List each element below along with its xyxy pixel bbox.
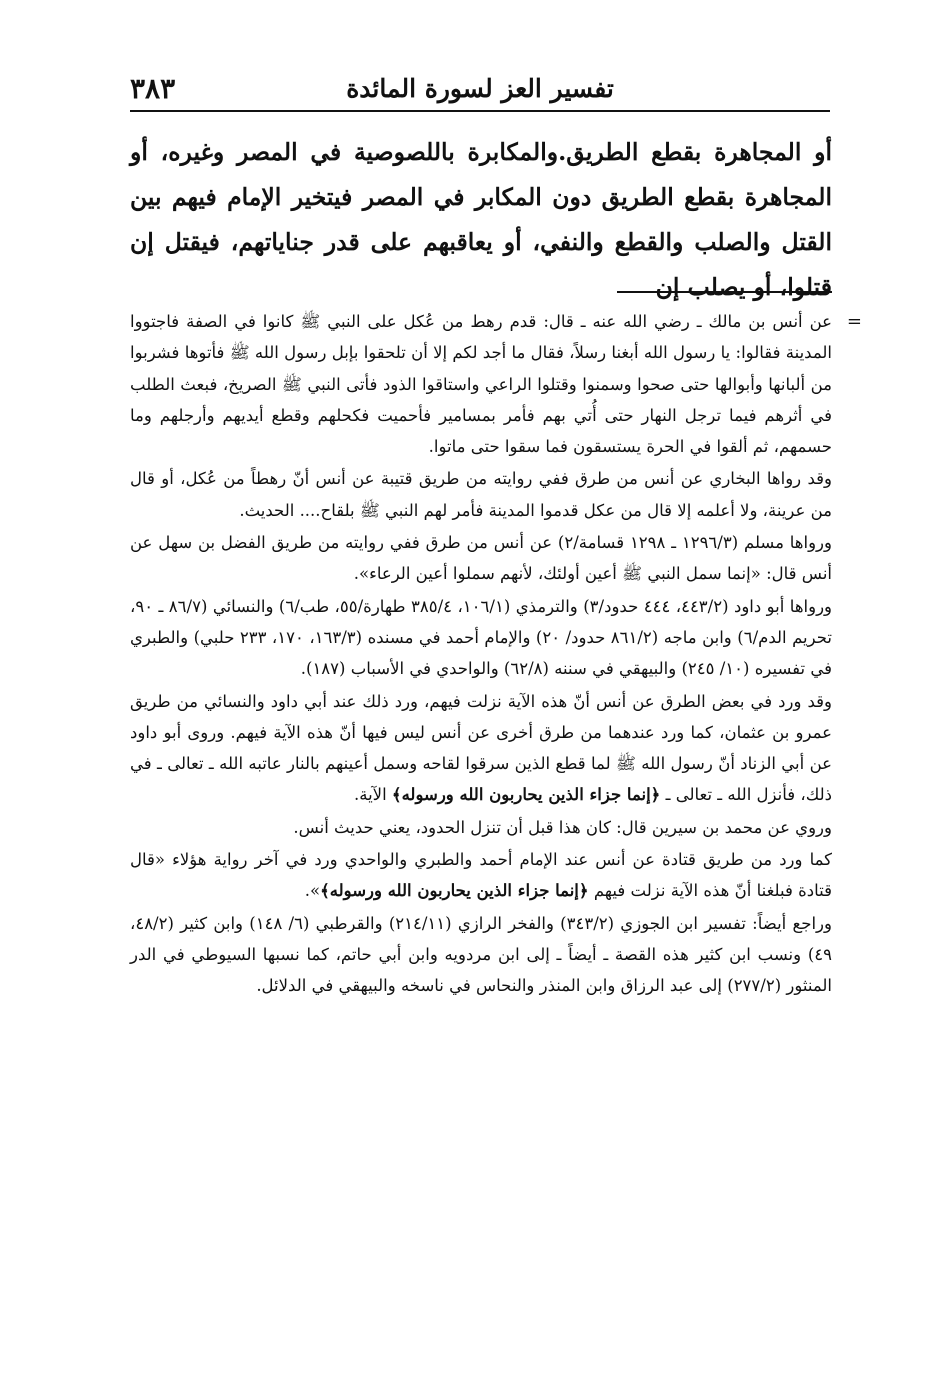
footnote-paragraph-2: وقد رواها البخاري عن أنس من طرق ففي روايته من طريق قتيبة عن أنس أنّ رهطاً من عُكل، أو قال من عرينة، ولا أعلمه إلا قال من عكل قدموا المدينة فأمر لهم النبي ﷺ بلقاح.... الحديث.: [130, 469, 832, 520]
footnotes-section: [130, 306, 862, 1003]
quran-quote: ﴿إنما جزاء الذين يحاربون الله ورسوله﴾: [391, 785, 661, 805]
footnote-paragraph-1: عن أنس بن مالك ـ رضي الله عنه ـ قال: قدم رهط من عُكل على النبي ﷺ كانوا في الصفة فاجتووا المدينة فقالوا: يا رسول الله أبغنا رسلاً، فقال ما أجد لكم إلا أن تلحقوا بإبل رسول الله ﷺ فأتوها فشربوا من ألبانها وأبوالها حتى صحوا وسمنوا وقتلوا الراعي واستاقوا الذود فأتى النبي ﷺ الصريخ، فبعث الطلب في أثرهم فيما ترجل النهار حتى أُتي بهم فأمر بمسامير فأحميت فكحلهم وقطع أيديهم وأرجلهم وما حسمهم، ثم ألقوا في الحرة يستسقون فما سقوا حتى ماتوا.: [130, 312, 832, 457]
footnote-5-tail: الآية.: [353, 785, 387, 805]
page-header: [130, 70, 830, 112]
running-title: تفسير العز لسورة المائدة: [346, 74, 614, 103]
footnote-paragraph-4: ورواها أبو داود (٤٤٣/٢، ٤٤٤ حدود/٣) والترمذي (١٠٦/١، ٣٨٥/٤ طهارة/٥٥، طب/٦) والنسائي (٨٦/٧ ـ ٩٠، تحريم الدم/٦) وابن ماجه (٨٦١/٢ حدود/ ٢٠) والإمام أحمد في مسنده (١٦٣/٣، ١٧٠، ٢٣٣ حلبي) والطبري في تفسيره (١٠/ ٢٤٥) والبيهقي في سننه (٦٢/٨) والواحدي في الأسباب (١٨٧).: [130, 596, 833, 679]
footnote-7-text: كما ورد من طريق قتادة عن أنس عند الإمام أحمد والطبري والواحدي ورد في آخر رواية هؤلاء «قال قتادة فبلغنا أنّ هذه الآية نزلت فيهم: [130, 850, 832, 901]
footnote-paragraph-6: وروي عن محمد بن سيرين قال: كان هذا قبل أن تنزل الحدود، يعني حديث أنس.: [293, 817, 832, 837]
page-number: ٣٨٣: [130, 72, 176, 105]
footnote-7-tail: ».: [304, 881, 321, 901]
footnote-paragraph-7: [130, 844, 832, 907]
main-paragraph: أو المجاهرة بقطع الطريق.والمكابرة باللصوصية في المصر وغيره، أو المجاهرة بقطع الطريق دون المكابر في المصر فيتخير الإمام فيهم بين القتل والصلب والقطع والنفي، أو يعاقبهم على قدر جناياتهم، فيقتل إن قتلوا، أو يصلب إن: [130, 138, 832, 301]
footnote-5-text: وقد ورد في بعض الطرق عن أنس أنّ هذه الآية نزلت فيهم، ورد ذلك عند أبي داود والنسائي من طريق عمرو بن عثمان، كما ورد عندهما من طرق أخرى عن أنس ليس فيها أنّ هذه الآية فيهم. وروى أبو داود عن أبي الزناد أنّ رسول الله ﷺ لما قطع الذين سرقوا لقاحه وسمل أعينهم بالنار عاتبه الله ـ تعالى ـ في ذلك، فأنزل الله ـ تعالى ـ: [130, 691, 832, 805]
quran-quote: ﴿إنما جزاء الذين يحاربون الله ورسوله﴾: [320, 881, 589, 901]
footnote-paragraph-5: [130, 686, 832, 811]
footnote-paragraph-3: ورواها مسلم (١٢٩٦/٣ ـ ١٢٩٨ قسامة/٢) عن أنس من طرق ففي روايته من طريق الفضل بن سهل عن أنس قال: «إنما سمل النبي ﷺ أعين أولئك، لأنهم سملوا أعين الرعاء».: [130, 533, 832, 584]
footnote-continuation-marker: =: [846, 311, 862, 332]
footnote-paragraph-8: وراجع أيضاً: تفسير ابن الجوزي (٣٤٣/٢) والفخر الرازي (٢١٤/١١) والقرطبي (٦/ ١٤٨) وابن كثير (٤٨/٢، ٤٩) ونسب ابن كثير هذه القصة ـ أيضاً ـ إلى ابن مردويه وابن أبي حاتم، كما نسبها السيوطي في الدر المنثور (٢٧٧/٢) إلى عبد الرزاق وابن المنذر والنحاس في ناسخه والبيهقي في الدلائل.: [130, 913, 832, 996]
footnote-separator: [617, 291, 832, 293]
main-text-body: [130, 130, 832, 310]
